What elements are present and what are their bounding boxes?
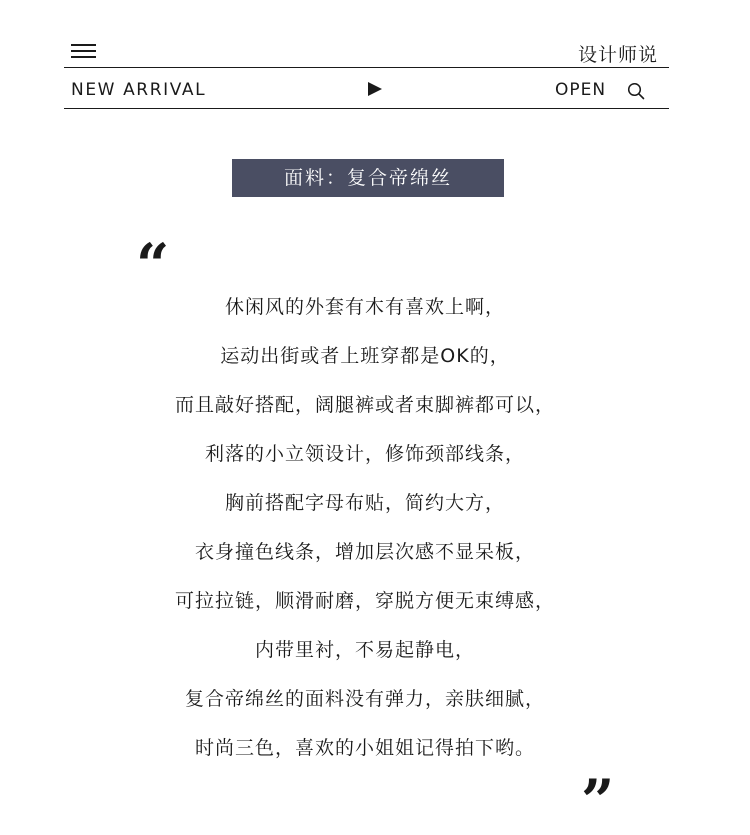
description-line: 时尚三色，喜欢的小姐姐记得拍下哟。 xyxy=(194,737,535,759)
description-line: 胸前搭配字母布贴，简约大方， xyxy=(224,492,505,514)
description-line: 复合帝绵丝的面料没有弹力，亲肤细腻， xyxy=(184,688,545,710)
open-quote-icon: “ xyxy=(136,231,170,299)
description-line: 可拉拉链，顺滑耐磨，穿脱方便无束缚感， xyxy=(174,590,555,612)
brand-title: 设计师说 xyxy=(577,44,658,66)
description-line: 而且敲好搭配，阔腿裤或者束脚裤都可以， xyxy=(174,394,555,416)
close-quote-icon: ” xyxy=(581,767,615,835)
description-line: 利落的小立领设计，修饰颈部线条， xyxy=(204,443,525,465)
search-icon[interactable] xyxy=(627,82,645,100)
nav-new-arrival-link[interactable]: NEW ARRIVAL xyxy=(71,80,207,100)
description-line: 休闲风的外套有木有喜欢上啊， xyxy=(224,296,505,318)
header-divider-bottom xyxy=(64,108,669,109)
description-line: 运动出街或者上班穿都是OK的， xyxy=(220,345,510,367)
header-divider-top xyxy=(64,67,669,68)
description-line: 衣身撞色线条，增加层次感不显呆板， xyxy=(194,541,535,563)
nav-open-link[interactable]: OPEN xyxy=(555,80,607,100)
description-line: 内带里衬，不易起静电， xyxy=(254,639,475,661)
fabric-label: 面料：复合帝绵丝 xyxy=(232,159,504,197)
play-icon[interactable] xyxy=(368,82,382,96)
hamburger-menu-icon[interactable] xyxy=(71,44,96,58)
